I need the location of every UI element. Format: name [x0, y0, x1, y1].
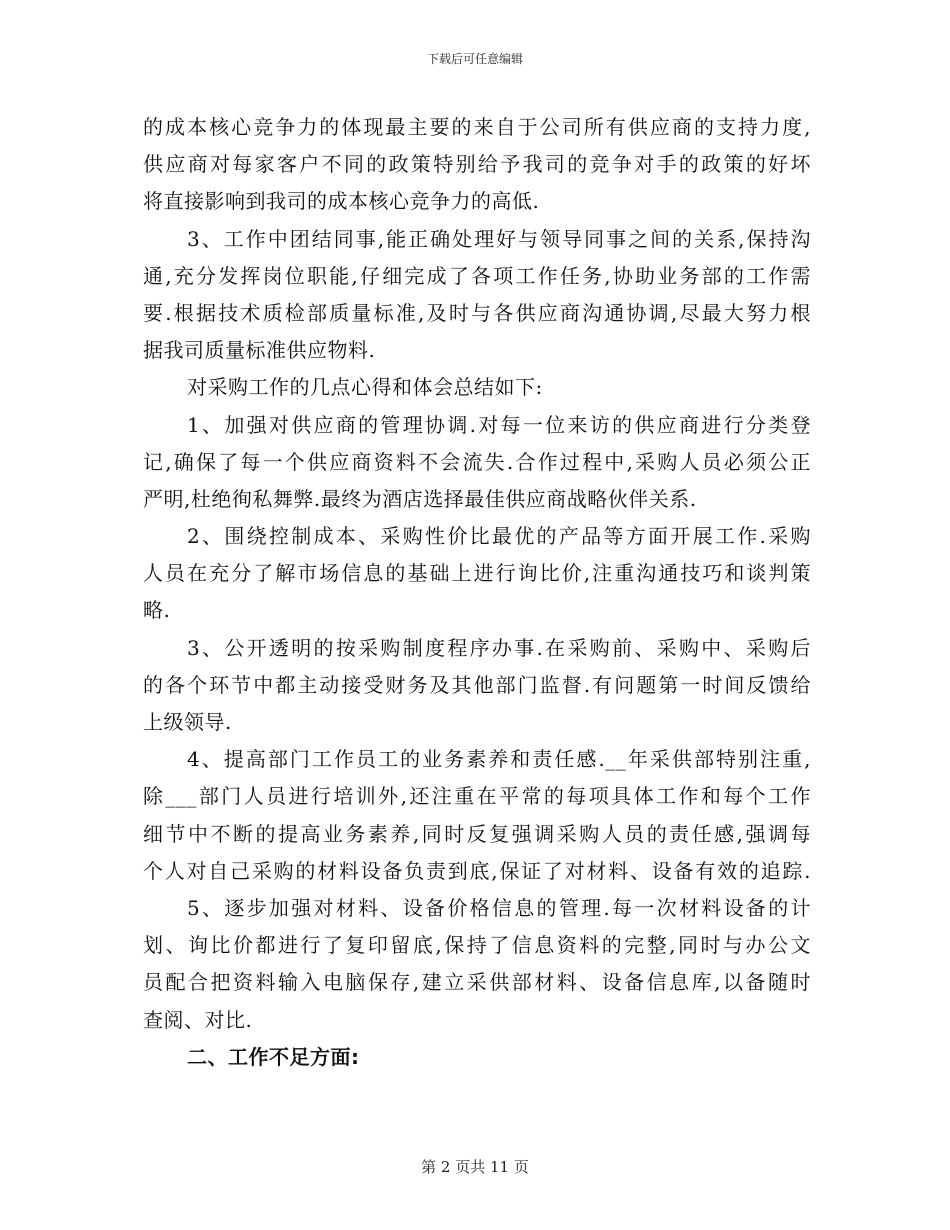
paragraph-first-line: 2、围绕控制成本、采购性价比最优的产品等方面开展工作.采购: [187, 524, 811, 549]
text-line: 上级领导.: [143, 710, 232, 734]
text-line: 查阅、对比.: [143, 1007, 253, 1032]
section-heading: 二、工作不足方面:: [187, 1044, 360, 1069]
text-line: 人员在充分了解市场信息的基础上进行询比价,注重沟通技巧和谈判策: [143, 561, 811, 586]
document-body: [143, 109, 811, 1076]
page-footer: 第 2 页共 11 页: [421, 1158, 529, 1176]
text-line: 划、询比价都进行了复印留底,保持了信息资料的完整,同时与办公文: [143, 933, 811, 958]
text-line: 细节中不断的提高业务素养,同时反复强调采购人员的责任感,强调每: [143, 821, 811, 846]
paragraph-first-line: 3、公开透明的按采购制度程序办事.在采购前、采购中、采购后: [187, 635, 811, 660]
text-line: 除___部门人员进行培训外,还注重在平常的每项具体工作和每个工作: [143, 784, 811, 809]
paragraph-first-line: 3、工作中团结同事,能正确处理好与领导同事之间的关系,保持沟: [187, 226, 811, 251]
text-line: 的成本核心竞争力的体现最主要的来自于公司所有供应商的支持力度,: [143, 115, 811, 139]
paragraph-first-line: 1、加强对供应商的管理协调.对每一位来访的供应商进行分类登: [187, 412, 811, 437]
text-line: 供应商对每家客户不同的政策特别给予我司的竞争对手的政策的好坏: [143, 152, 811, 177]
text-line: 的各个环节中都主动接受财务及其他部门监督.有问题第一时间反馈给: [143, 672, 811, 697]
text-line: 将直接影响到我司的成本核心竞争力的高低.: [143, 189, 540, 214]
text-line: 员配合把资料输入电脑保存,建立采供部材料、设备信息库,以备随时: [143, 970, 811, 995]
text-line: 要.根据技术质检部质量标准,及时与各供应商沟通协调,尽最大努力根: [143, 300, 811, 325]
text-line: 据我司质量标准供应物料.: [143, 338, 376, 363]
paragraph-first-line: 4、提高部门工作员工的业务素养和责任感.__年采供部特别注重,: [187, 747, 811, 772]
text-line: 略.: [143, 598, 171, 623]
text-line: 记,确保了每一个供应商资料不会流失.合作过程中,采购人员必须公正: [143, 449, 811, 474]
text-line: 通,充分发挥岗位职能,仔细完成了各项工作任务,协助业务部的工作需: [143, 263, 811, 288]
paragraph-first-line: 对采购工作的几点心得和体会总结如下:: [187, 375, 543, 400]
text-line: 严明,杜绝徇私舞弊.最终为酒店选择最佳供应商战略伙伴关系.: [143, 486, 697, 511]
page-header: 下载后可任意编辑: [426, 52, 523, 66]
paragraph-first-line: 5、逐步加强对材料、设备价格信息的管理.每一次材料设备的计: [187, 895, 811, 920]
text-line: 个人对自己采购的材料设备负责到底,保证了对材料、设备有效的追踪.: [143, 858, 811, 883]
